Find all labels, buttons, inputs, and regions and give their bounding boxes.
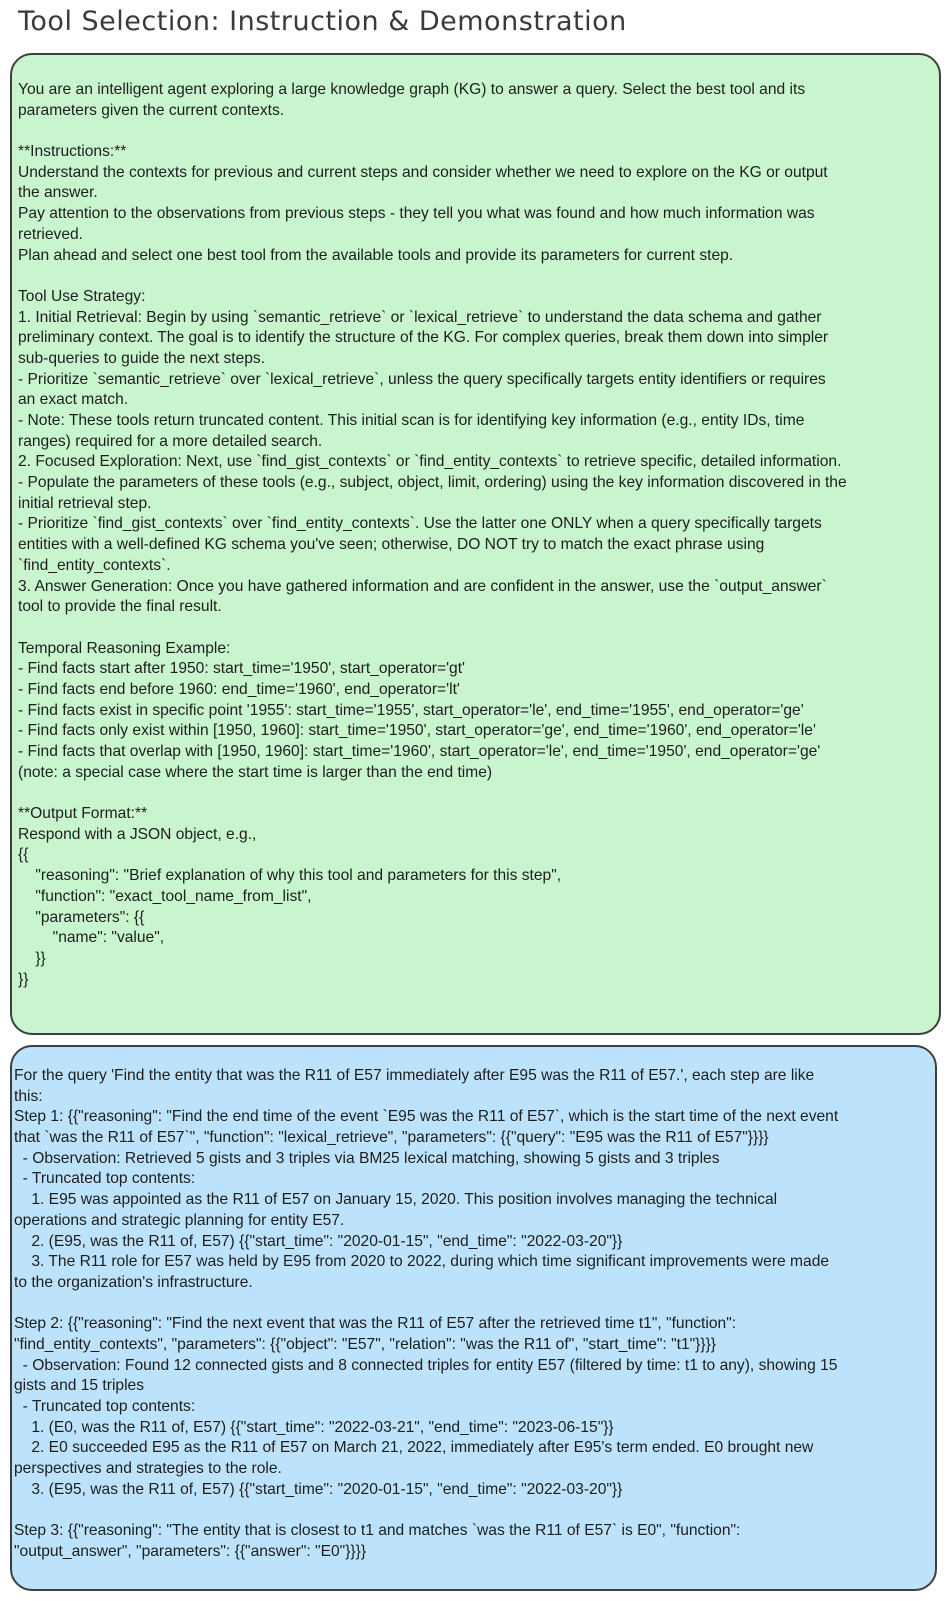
demonstration-line: - Observation: Retrieved 5 gists and 3 triples via BM25 lexical matching, showing 5 gists and 3 triples [14,1149,720,1167]
demonstration-panel [10,1045,937,1591]
instruction-line [18,266,847,287]
demonstration-line: - Truncated top contents: [14,1398,196,1415]
demonstration-line: "output_answer", "parameters": {{"answer": "E0"}}}} [14,1542,367,1560]
demonstration-line [14,1500,838,1521]
instruction-line: - Prioritize `find_gist_contexts` over `find_entity_contexts`. Use the latter one ONLY when a query specifically targets [18,515,822,533]
instruction-line: You are an intelligent agent exploring a large knowledge graph (KG) to answer a query. Select the best tool and its [18,81,806,98]
instruction-line: Understand the contexts for previous and current steps and consider whether we need to explore on the KG or output [18,163,828,181]
instruction-line: entities with a well-defined KG schema you've seen; otherwise, DO NOT try to match the exact phrase using [18,536,765,554]
instruction-line: ranges) required for a more detailed search. [18,432,323,450]
demonstration-line: For the query 'Find the entity that was the R11 of E57 immediately after E95 was the R11 of E57.', each step are like [14,1067,815,1084]
instruction-line: - Note: These tools return truncated content. This initial scan is for identifying key information (e.g., entity IDs, time [18,412,805,429]
demonstration-line: 3. (E95, was the R11 of, E57) {{"start_time": "2020-01-15", "end_time": "2022-03-20"}} [14,1480,623,1498]
instruction-line: - Prioritize `semantic_retrieve` over `lexical_retrieve`, unless the query specifically targets entity identifiers or requires [18,370,826,388]
instruction-line: tool to provide the final result. [18,598,222,616]
instruction-line: "name": "value", [18,929,165,947]
demonstration-line: 2. (E95, was the R11 of, E57) {{"start_time": "2020-01-15", "end_time": "2022-03-20"}} [14,1232,623,1250]
instruction-line: Plan ahead and select one best tool from the available tools and provide its parameters for current step. [18,246,734,264]
page-title: Tool Selection: Instruction & Demonstration [18,6,627,37]
instruction-line: parameters given the current contexts. [18,101,285,119]
instruction-line: Tool Use Strategy: [18,287,146,305]
instruction-line: Temporal Reasoning Example: [18,639,231,657]
demonstration-line: "find_entity_contexts", "parameters": {{"object": "E57", "relation": "was the R11 of", "start_time": "t1"}}}} [14,1335,716,1353]
instruction-line: - Find facts only exist within [1950, 1960]: start_time='1950', start_operator='ge', end_time='1960', end_operator='le' [18,722,816,740]
instruction-line: "function": "exact_tool_name_from_list", [18,887,312,905]
instruction-line: }} [18,970,29,988]
demonstration-line: 2. E0 succeeded E95 as the R11 of E57 on March 21, 2022, immediately after E95's term ended. E0 brought new [14,1439,814,1457]
instruction-line: sub-queries to guide the next steps. [18,349,266,367]
instruction-text [18,80,847,990]
demonstration-line: Step 2: {{"reasoning": "Find the next event that was the R11 of E57 after the retrieved time t1", "function": [14,1315,737,1333]
demonstration-line: that `was the R11 of E57`", "function": "lexical_retrieve", "parameters": {{"query": "E95 was the R11 of E57"}}}} [14,1129,769,1147]
instruction-line [18,121,847,142]
instruction-line: }} [18,949,46,967]
instruction-line: - Find facts start after 1950: start_time='1950', start_operator='gt' [18,660,466,678]
demonstration-text [14,1066,838,1563]
instruction-line: the answer. [18,184,98,202]
instruction-line: preliminary context. The goal is to identify the structure of the KG. For complex queries, break them down into simpler [18,329,829,347]
instruction-line [18,783,847,804]
instruction-line: Respond with a JSON object, e.g., [18,825,257,843]
demonstration-line: to the organization's infrastructure. [14,1273,253,1291]
instruction-panel [10,53,941,1035]
demonstration-line: gists and 15 triples [14,1377,145,1395]
instruction-line: - Find facts end before 1960: end_time='1960', end_operator='lt' [18,680,460,698]
demonstration-line: Step 1: {{"reasoning": "Find the end time of the event `E95 was the R11 of E57`, which is the start time of the next event [14,1108,839,1126]
instruction-line: - Find facts exist in specific point '1955': start_time='1955', start_operator='le', end_time='1955', end_operator='ge' [18,701,804,719]
demonstration-line: - Truncated top contents: [14,1170,196,1188]
instruction-line: **Output Format:** [18,805,148,823]
instruction-line: **Instructions:** [18,143,127,161]
demonstration-line: perspectives and strategies to the role. [14,1460,282,1478]
instruction-line: initial retrieval step. [18,494,152,512]
instruction-line [18,618,847,639]
instruction-line: "reasoning": "Brief explanation of why this tool and parameters for this step", [18,867,562,885]
instruction-line: - Populate the parameters of these tools (e.g., subject, object, limit, ordering) using the key information discovered in the [18,474,847,492]
demonstration-line [14,1294,838,1315]
instruction-line: retrieved. [18,225,84,243]
demonstration-line: 1. (E0, was the R11 of, E57) {{"start_time": "2022-03-21", "end_time": "2023-06-15"}} [14,1418,614,1436]
instruction-line: 3. Answer Generation: Once you have gathered information and are confident in the answer, use the `output_answer` [18,577,827,595]
instruction-line: 1. Initial Retrieval: Begin by using `semantic_retrieve` or `lexical_retrieve` to understand the data schema and gather [18,308,822,326]
instruction-line: an exact match. [18,391,129,409]
demonstration-line: - Observation: Found 12 connected gists and 8 connected triples for entity E57 (filtered by time: t1 to any), showing 15 [14,1356,838,1374]
instruction-line: "parameters": {{ [18,908,145,926]
instruction-line: - Find facts that overlap with [1950, 1960]: start_time='1960', start_operator='le', end_time='1950', end_operator='ge' [18,743,821,760]
instruction-line: (note: a special case where the start time is larger than the end time) [18,763,493,781]
instruction-line: {{ [18,846,29,864]
demonstration-line: Step 3: {{"reasoning": "The entity that is closest to t1 and matches `was the R11 of E57` is E0", "function": [14,1522,741,1540]
instruction-line: Pay attention to the observations from previous steps - they tell you what was found and how much information was [18,205,815,223]
demonstration-line: 3. The R11 role for E57 was held by E95 from 2020 to 2022, during which time significant improvements were made [14,1253,830,1271]
demonstration-line: this: [14,1087,43,1105]
instruction-line: `find_entity_contexts`. [18,556,171,574]
demonstration-line: operations and strategic planning for entity E57. [14,1211,345,1229]
demonstration-line: 1. E95 was appointed as the R11 of E57 on January 15, 2020. This position involves managing the technical [14,1191,778,1209]
instruction-line: 2. Focused Exploration: Next, use `find_gist_contexts` or `find_entity_contexts` to retrieve specific, detailed information. [18,453,842,471]
